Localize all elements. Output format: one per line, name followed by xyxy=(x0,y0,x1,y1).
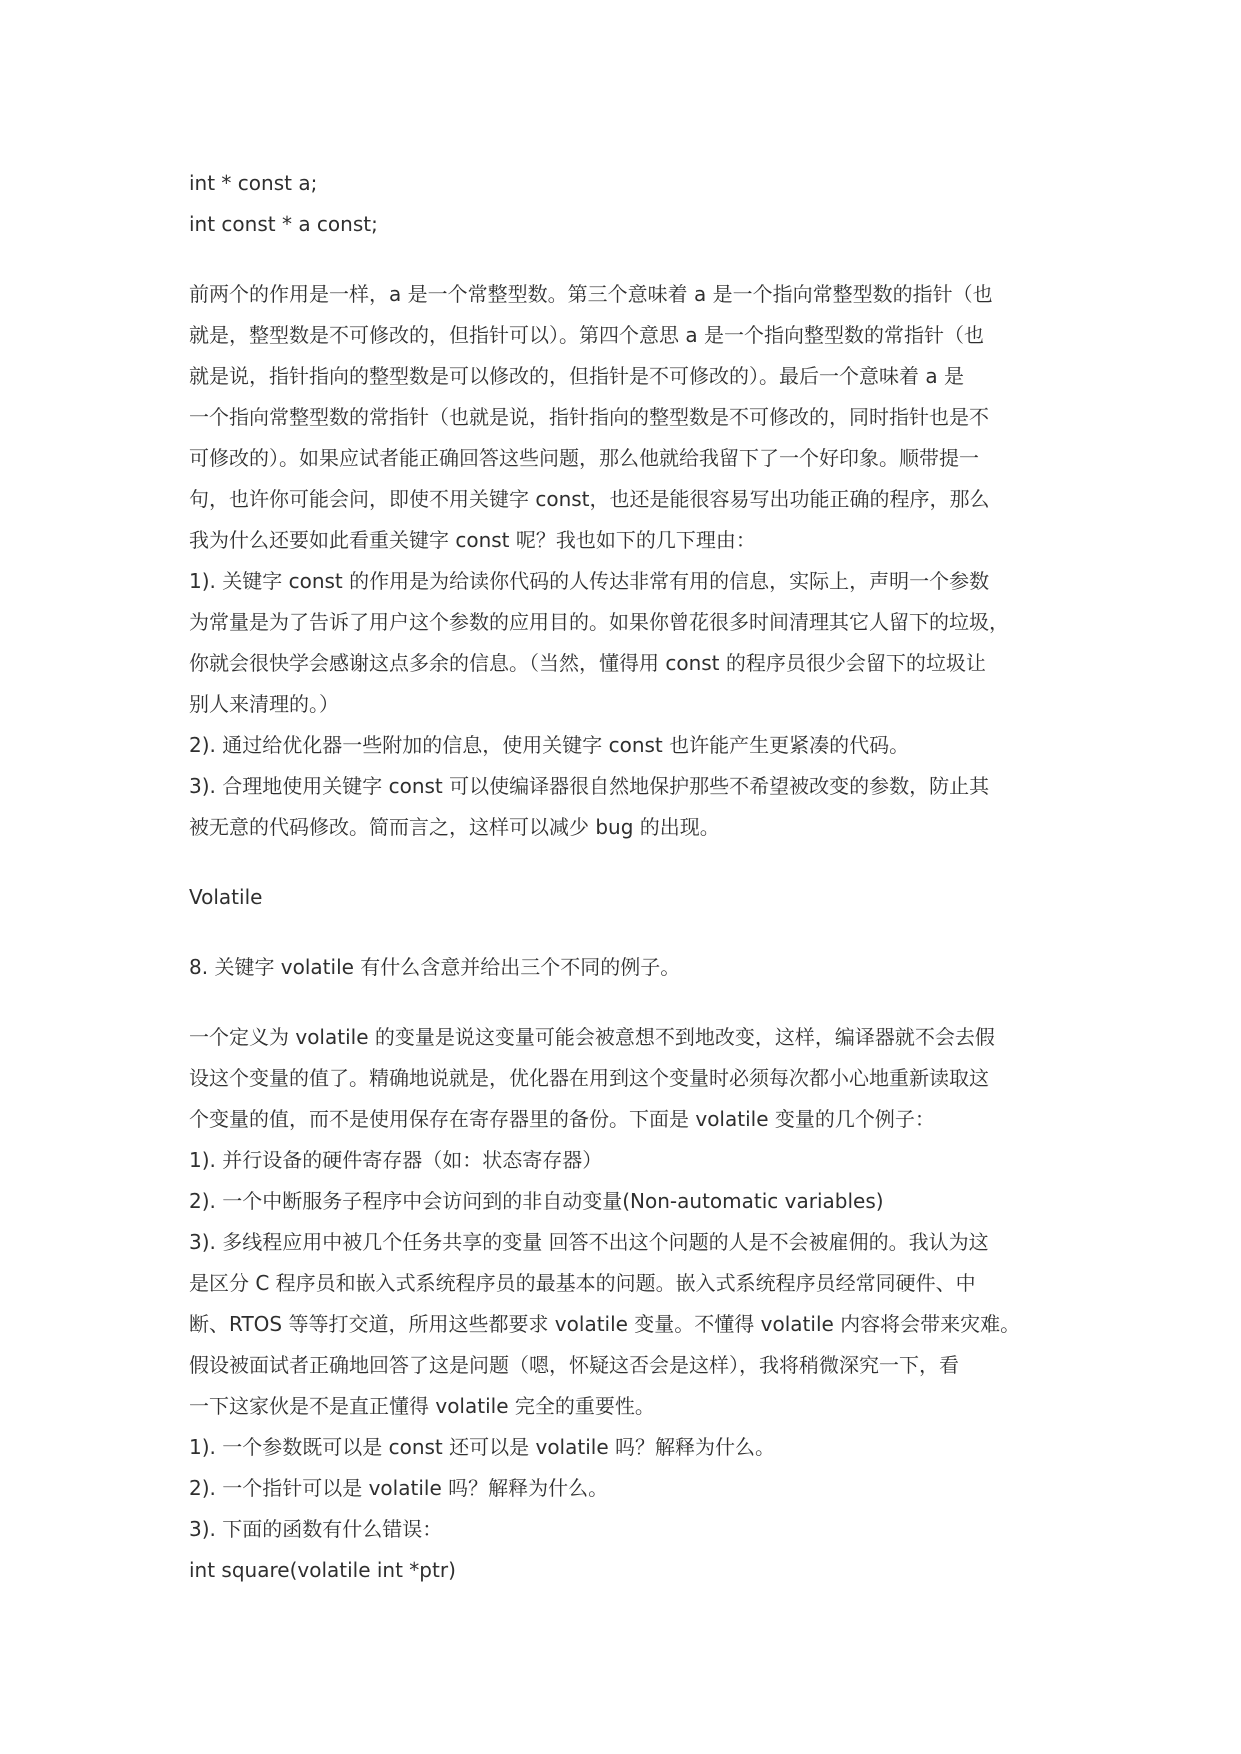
list-item: 2). 一个指针可以是 volatile 吗？解释为什么。 xyxy=(189,1476,609,1500)
code-line: int * const a; xyxy=(189,171,318,195)
section-title: Volatile xyxy=(189,885,263,909)
volatile-explanation-paragraph xyxy=(189,1017,1069,1591)
list-item: 1). 关键字 const 的作用是为给读你代码的人传达非常有用的信息，实际上，声明一个参数 xyxy=(189,569,990,593)
list-item: 3). 多线程应用中被几个任务共享的变量 回答不出这个问题的人是不会被雇佣的。我认为这 xyxy=(189,1230,989,1254)
text-line: 句，也许你可能会问，即使不用关键字 const，也还是能很容易写出功能正确的程序，那么 xyxy=(189,487,990,511)
text-line: 就是说，指针指向的整型数是可以修改的，但指针是不可修改的）。最后一个意味着 a 是 xyxy=(189,364,964,388)
text-line: 个变量的值，而不是使用保存在寄存器里的备份。下面是 volatile 变量的几个例子： xyxy=(189,1107,935,1131)
paragraph-gap xyxy=(189,918,1069,947)
paragraph-gap xyxy=(189,988,1069,1017)
text-line: 是区分 C 程序员和嵌入式系统程序员的最基本的问题。嵌入式系统程序员经常同硬件、中 xyxy=(189,1271,976,1295)
question-heading: 8. 关键字 volatile 有什么含意并给出三个不同的例子。 xyxy=(189,955,681,979)
text-line: 我为什么还要如此看重关键字 const 呢？我也如下的几下理由： xyxy=(189,528,756,552)
text-line: 就是，整型数是不可修改的，但指针可以）。第四个意思 a 是一个指向整型数的常指针（也 xyxy=(189,323,984,347)
code-line: int const * a const; xyxy=(189,212,378,236)
text-line: 断、RTOS 等等打交道，所用这些都要求 volatile 变量。不懂得 volatile 内容将会带来灾难。 xyxy=(189,1312,1021,1336)
text-line: 为常量是为了告诉了用户这个参数的应用目的。如果你曾花很多时间清理其它人留下的垃圾， xyxy=(189,610,1009,634)
const-explanation-paragraph xyxy=(189,274,1069,848)
text-line: 被无意的代码修改。简而言之，这样可以减少 bug 的出现。 xyxy=(189,815,720,839)
text-line: 一下这家伙是不是直正懂得 volatile 完全的重要性。 xyxy=(189,1394,655,1418)
list-item: 1). 一个参数既可以是 const 还可以是 volatile 吗？解释为什么。 xyxy=(189,1435,775,1459)
code-line: int square(volatile int *ptr) xyxy=(189,1558,456,1582)
paragraph-gap xyxy=(189,245,1069,274)
text-line: 你就会很快学会感谢这点多余的信息。（当然，懂得用 const 的程序员很少会留下的垃圾让 xyxy=(189,651,986,675)
text-line: 假设被面试者正确地回答了这是问题（嗯，怀疑这否会是这样），我将稍微深究一下，看 xyxy=(189,1353,959,1377)
text-line: 别人来清理的。） xyxy=(189,692,339,716)
list-item: 2). 通过给优化器一些附加的信息，使用关键字 const 也许能产生更紧凑的代码。 xyxy=(189,733,910,757)
paragraph-gap xyxy=(189,848,1069,877)
list-item: 2). 一个中断服务子程序中会访问到的非自动变量(Non-automatic variables) xyxy=(189,1189,884,1213)
text-line: 设这个变量的值了。精确地说就是，优化器在用到这个变量时必须每次都小心地重新读取这 xyxy=(189,1066,989,1090)
document-page xyxy=(189,163,1069,1591)
text-line: 一个定义为 volatile 的变量是说这变量可能会被意想不到地改变，这样，编译器就不会去假 xyxy=(189,1025,995,1049)
text-line: 一个指向常整型数的常指针（也就是说，指针指向的整型数是不可修改的，同时指针也是不 xyxy=(189,405,989,429)
list-item: 3). 合理地使用关键字 const 可以使编译器很自然地保护那些不希望被改变的参数，防止其 xyxy=(189,774,990,798)
list-item: 1). 并行设备的硬件寄存器（如：状态寄存器） xyxy=(189,1148,603,1172)
list-item: 3). 下面的函数有什么错误： xyxy=(189,1517,443,1541)
text-line: 可修改的）。如果应试者能正确回答这些问题，那么他就给我留下了一个好印象。顺带提一 xyxy=(189,446,979,470)
text-line: 前两个的作用是一样，a 是一个常整型数。第三个意味着 a 是一个指向常整型数的指针（也 xyxy=(189,282,993,306)
